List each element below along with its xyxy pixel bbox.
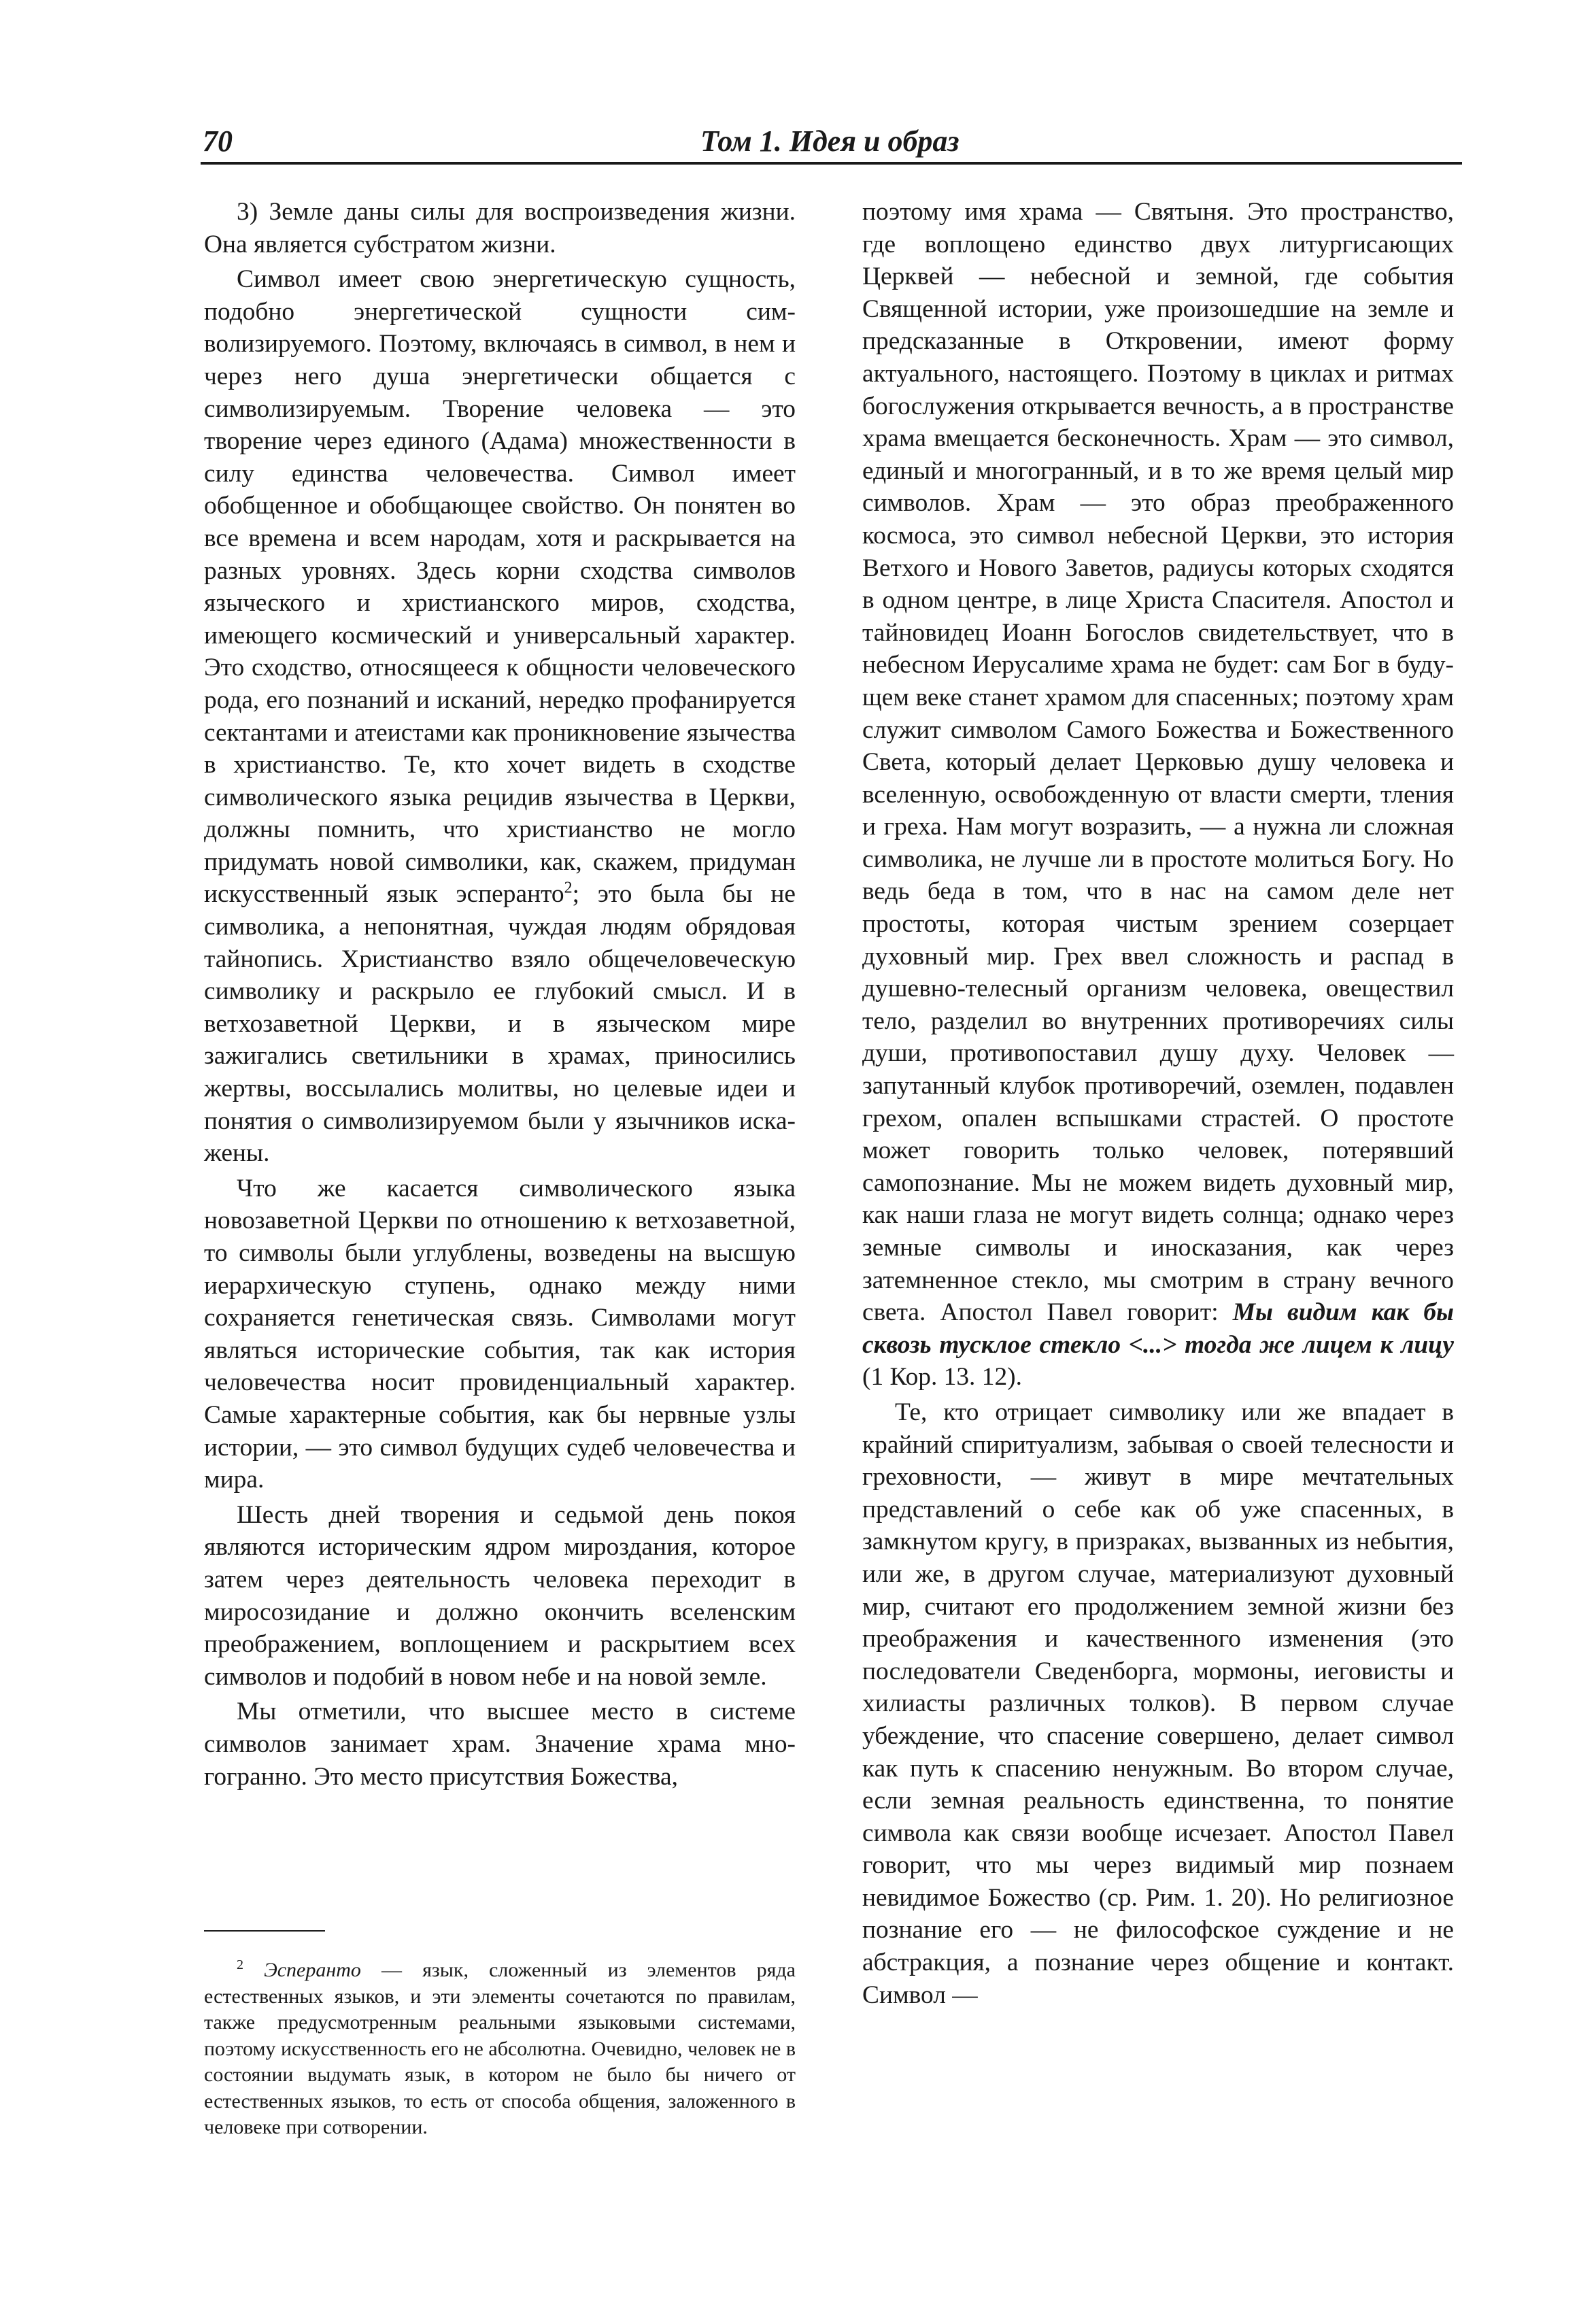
paragraph: Мы отметили, что высшее место в системе символов занимает храм. Значение храма многогранно. Это место присутствия Божества, <box>204 1698 796 1791</box>
running-title: Том 1. Идея и образ <box>700 124 960 158</box>
page-number: 70 <box>203 124 233 158</box>
paragraph-text: поэтому имя храма — Святыня. Это пространство, где воплощено единство двух литургисающих Церквей — небесной и земной, где события Священной истории, уже произошедшие на земле и предсказанные в Откровении, имеют форму актуального, настоящего. Поэтому в циклах и ритмах богослужения открывается вечность, а в пространстве храма вмещается бесконечность. Храм — это символ, единый и многогранный, и в то же время целый мир символов. Храм — это образ преображенного космоса, это символ небесной Церкви, это история Ветхого и Нового Заветов, радиусы которых сходятся в одном центре, в лице Христа Спасителя. Апостол и тайновидец Иоанн Богослов свидетельствует, что в небесном Иерусалиме храма не будет: сам Бог в будущем веке станет храмом для спасенных; поэтому храм служит символом Самого Божества и Божественного Света, который делает Церковью душу человека и вселенную, освобожденную от власти смерти, тления и греха. Нам могут возразить, — а нужна ли сложная символика, не лучше ли в простоте молиться Богу. Но ведь беда в том, что в нас на самом деле нет простоты, которая чистым зрением созерцает духовный мир. Грех ввел сложность и распад в душевно-телесный организм человека, овеществил тело, разделил во внутренних противоречиях силы души, противопоставил душу духу. Человек — запутанный клубок противоречий, оземлен, подавлен грехом, опален вспышками страстей. О простоте может говорить только человек, потерявший самопознание. Мы не можем видеть духовный мир, как наши глаза не могут видеть солнца; однако через земные символы и иносказания, как через затемненное стекло, мы смотрим в страну вечного света. Апостол Павел говорит: <box>862 198 1454 1327</box>
paragraph: Шесть дней творения и седьмой день покоя являются историческим ядром мироздания, которое затем через деятельность человека переходит в миросозидание и должно окончить вселенским преображением, воплощением и раскрытием всех символов и подобий в новом небе и на новой земле. <box>204 1500 796 1691</box>
footnote-marker: 2 <box>237 1957 243 1972</box>
footnote <box>204 1957 796 2141</box>
header-rule <box>201 162 1462 165</box>
scripture-reference: (1 Кор. 13. 12). <box>862 1363 1022 1392</box>
paragraph: Что же касается символического языка новозаветной Церкви по отношению к ветхозаветной, то символы были углублены, возведены на высшую иерархическую ступень, однако между ними сохраняется генетическая связь. Символами могут являться исторические события, так как история человечества носит провиденциальный характер. Самые характерные события, как бы нервные узлы истории, — это символ будущих судеб человечества и мира. <box>204 1174 796 1494</box>
right-column <box>862 196 1454 2011</box>
paragraph-text: Символ имеет свою энергетическую сущность, подобно энергетической сущности символизируемого. Поэтому, включаясь в символ, в нем и через него душа энергетически общается с символизируемым. Творение человека — это творение через единого (Адама) множественности в силу единства человечества. Символ имеет обобщенное и обобщающее свойство. Он понятен во все времена и всем народам, хотя и раскрывается на разных уровнях. Здесь корни сходства символов языческого и христианского миров, сходства, имеющего космический и универсальный характер. Это сходство, относящееся к общности человеческого рода, его познаний и исканий, нередко профанируется сектантами и атеистами как проникновение язычества в христианство. Те, кто хочет видеть в сходстве символического языка рецидив язычества в Церкви, должны помнить, что христианство не могло придумать новой символики, как, скажем, придуман искусственный язык эсперанто <box>204 265 796 909</box>
footnote-reference: 2 <box>564 879 573 897</box>
paragraph-text: ; это была бы не символика, а непонятная, чуждая людям обрядовая тайнопись. Христианство взяло общечеловеческую символику и раскрыло ее глубокий смысл. И в ветхозаветной Церкви, и в языческом мире зажигались светильники в храмах, приносились жертвы, воссылались молитвы, но целевые идеи и понятия о символизируемом были у язычников искажены. <box>204 880 796 1168</box>
paragraph <box>862 196 1454 1394</box>
footnote-text: — язык, сложенный из элементов ряда естественных языков, и эти элементы сочетаются по правилам, также предусмотренным реальными языковыми системами, поэтому искусственность его не абсолютна. Очевидно, человек не в состоянии выдумать язык, в котором не было бы ничего от естественных языков, то есть от способа общения, заложенного в человеке при сотворении. <box>204 1959 796 2138</box>
footnote-rule <box>204 1930 325 1932</box>
left-column <box>204 196 796 1793</box>
scripture-quote: Мы видим как бы сквозь тусклое стекло <...> тогда же лицем к лицу <box>862 1298 1454 1359</box>
paragraph <box>204 263 796 1170</box>
paragraph: Те, кто отрицает символику или же впадает в крайний спиритуализм, забывая о своей телесности и греховности, — живут в мире мечтательных представлений о себе как об уже спасенных, в замкнутом кругу, в призраках, вызванных из небытия, или же, в другом случае, материализуют духовный мир, считают его продолжением земной жизни без преображения и качественного изменения (это последователи Сведенборга, мормоны, иеговисты и хилиасты различных толков). В первом случае убеждение, что спасение совершено, делает символ как путь к спасению ненужным. Во втором случае, если земная реальность единственна, то понятие символа как связи вообще исчезает. Апостол Павел говорит, что мы через видимый мир познаем невидимое Божество (ср. Рим. 1. 20). Но религиозное познание его — не философское суждение и не абстракция, а познание через общение и контакт. Символ — <box>862 1398 1454 2009</box>
paragraph: 3) Земле даны силы для воспроизведения жизни. Она является субстратом жизни. <box>204 198 796 258</box>
footnote-term: Эсперанто <box>264 1959 361 1981</box>
